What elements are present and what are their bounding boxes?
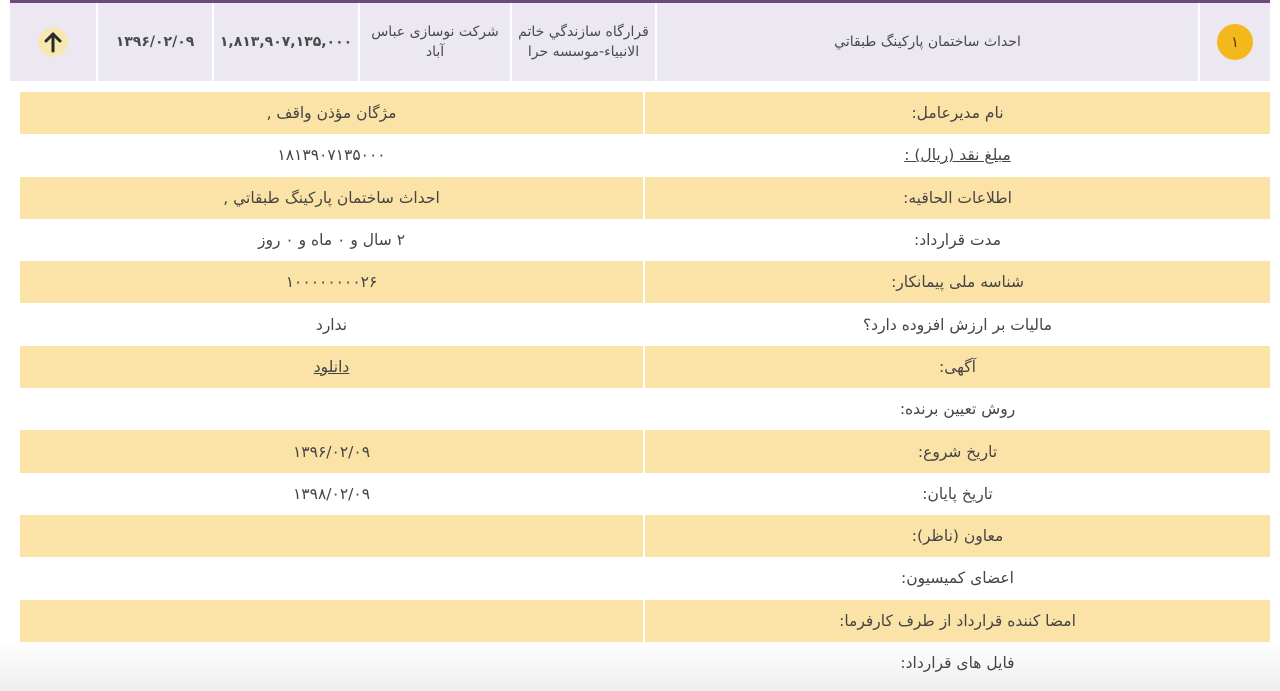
cash-amount-link[interactable]: مبلغ نقد (ریال) : (904, 146, 1011, 165)
detail-row-duration (20, 219, 1270, 261)
detail-value (20, 557, 643, 599)
organization-name: قرارگاه سازندگي خاتم الانبياء-موسسه حرا (510, 3, 655, 81)
collapse-button[interactable] (38, 27, 68, 57)
detail-label: تاريخ پايان: (922, 484, 993, 503)
detail-label: نام مديرعامل: (645, 92, 1270, 134)
action-cell (10, 3, 96, 81)
detail-value: ۱۰۰۰۰۰۰۰۰۲۶ (20, 261, 645, 303)
detail-row-start-date (20, 430, 1270, 472)
detail-label: ماليات بر ارزش افزوده دارد؟ (862, 315, 1053, 334)
contract-summary-row[interactable] (10, 0, 1270, 81)
detail-value: ۲ سال و ۰ ماه و ۰ روز (257, 231, 406, 250)
detail-label: اطلاعات الحاقيه: (645, 177, 1270, 219)
detail-row-addendum (20, 177, 1270, 219)
detail-label: اعضای کميسيون: (901, 569, 1014, 588)
detail-row-supervisor (20, 515, 1270, 557)
detail-value: ۱۸۱۳۹۰۷۱۳۵۰۰۰ (277, 146, 386, 165)
detail-row-contract-files (20, 642, 1270, 684)
index-cell (1198, 3, 1270, 81)
detail-row-ceo (20, 92, 1270, 134)
detail-row-winner-method (20, 388, 1270, 430)
detail-label: آگهی: (645, 346, 1270, 388)
detail-value (20, 600, 645, 642)
contract-title: احداث ساختمان پارکينگ طبقاتي (655, 3, 1198, 81)
download-link[interactable]: دانلود (313, 357, 350, 376)
detail-label: روش تعيين برنده: (899, 400, 1016, 419)
detail-value: ۱۳۹۶/۰۲/۰۹ (20, 430, 645, 472)
detail-row-advertisement (20, 346, 1270, 388)
row-index-badge: ۱ (1217, 24, 1253, 60)
detail-row-vat (20, 303, 1270, 345)
detail-value (20, 642, 643, 684)
detail-row-cash-amount (20, 134, 1270, 176)
detail-value (20, 388, 643, 430)
detail-label (645, 134, 1270, 176)
detail-label: امضا کننده قرارداد از طرف کارفرما: (645, 600, 1270, 642)
detail-label: فايل های قرارداد: (900, 654, 1015, 672)
detail-label: تاريخ شروع: (645, 430, 1270, 472)
detail-value: مژگان مؤذن واقف , (20, 92, 645, 134)
detail-row-contractor-id (20, 261, 1270, 303)
arrow-up-icon (43, 31, 63, 53)
company-name: شرکت نوسازی عباس آباد (358, 3, 510, 81)
detail-value: ۱۳۹۸/۰۲/۰۹ (292, 484, 371, 503)
detail-row-commission (20, 557, 1270, 599)
detail-label: معاون (ناظر): (645, 515, 1270, 557)
detail-value: احداث ساختمان پارکينگ طبقاتي , (20, 177, 645, 219)
detail-label: مدت قرارداد: (913, 231, 1002, 250)
detail-value (20, 346, 645, 388)
detail-row-signatory (20, 600, 1270, 642)
contract-details-table (20, 92, 1270, 684)
detail-label: شناسه ملی پيمانکار: (645, 261, 1270, 303)
detail-row-end-date (20, 473, 1270, 515)
contract-amount: ۱,۸۱۳,۹۰۷,۱۳۵,۰۰۰ (212, 3, 358, 81)
contract-date: ۱۳۹۶/۰۲/۰۹ (96, 3, 212, 81)
detail-value (20, 515, 645, 557)
detail-value: ندارد (315, 315, 348, 334)
